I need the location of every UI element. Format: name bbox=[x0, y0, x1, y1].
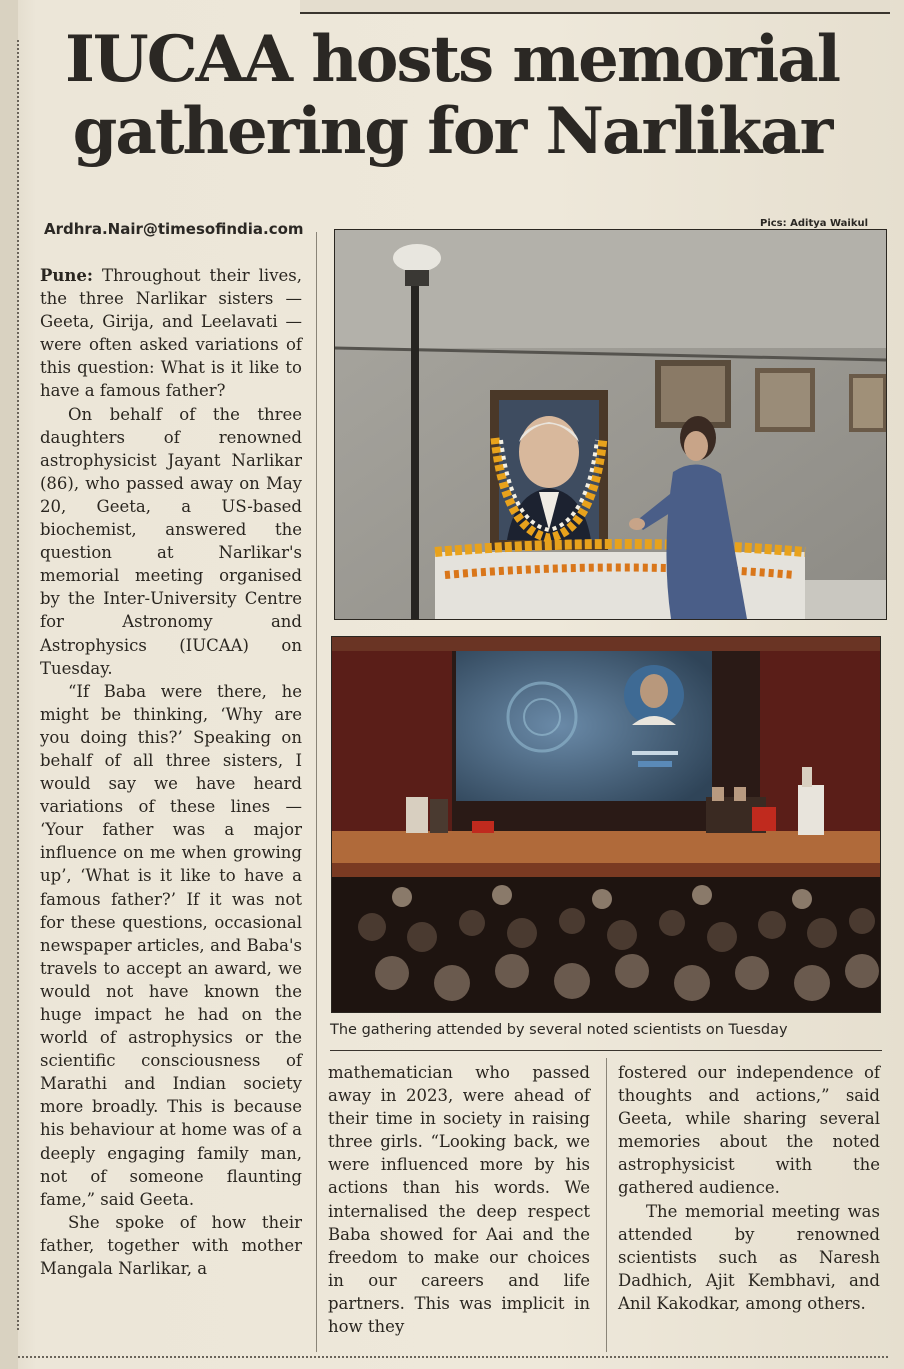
photo-credit: Pics: Aditya Waikul bbox=[760, 218, 869, 229]
photo-caption: The gathering attended by several noted scientists on Tuesday bbox=[330, 1022, 788, 1038]
tribute-scene bbox=[335, 230, 886, 619]
article-column-1 bbox=[40, 264, 302, 1344]
headline-line-1: IUCAA hosts memorial bbox=[64, 22, 840, 97]
article-paragraph-1: Pune: Throughout their lives, the three Narlikar sisters — Geeta, Girija, and Leelavati — were often asked variations of this question: What is it like to have a famous father? bbox=[40, 266, 302, 401]
article-column-3 bbox=[618, 1061, 880, 1351]
article-paragraph-3: “If Baba were there, he might be thinking, ‘Why are you doing this?’ Speaking on behalf of all three sisters, I would say we have heard variations of these lines — ‘Your father was a major influence on me when growing up’, ‘What is it like to have a famous father?’ If it was not for these questions, occasional newspaper articles, and Baba's travels to accept an award, we would not have known the huge impact he had on the world of astrophysics or the scientific consciousness of Marathi and Indian society more broadly. This is because his behaviour at home was of a deeply engaging family man, not of someone flaunting fame,” said Geeta. bbox=[40, 681, 302, 1209]
photo-auditorium bbox=[331, 636, 881, 1013]
column-rule bbox=[606, 1058, 607, 1352]
headline-line-2: gathering for Narlikar bbox=[72, 94, 832, 169]
column-rule bbox=[316, 232, 317, 1352]
cut-line-left bbox=[17, 40, 19, 1330]
photo-tribute bbox=[334, 229, 887, 620]
article-paragraph-4: She spoke of how their father, together with mother Mangala Narlikar, a bbox=[40, 1212, 302, 1279]
article-paragraph-2: On behalf of the three daughters of renowned astrophysicist Jayant Narlikar (86), who passed away on May 20, Geeta, a US-based biochemist, answered the question at Narlikar's memorial meeting organised by the Inter-University Centre for Astronomy and Astrophysics (IUCAA) on Tuesday. bbox=[40, 404, 302, 678]
caption-rule bbox=[330, 1050, 882, 1051]
article-paragraph-5: mathematician who passed away in 2023, were ahead of their time in society in raising three girls. “Looking back, we were influenced more by his actions than his words. We internalised the deep respect Baba showed for Aai and the freedom to make our choices in our careers and life partners. This was implicit in how they bbox=[328, 1063, 590, 1337]
dateline: Pune: bbox=[40, 266, 93, 285]
article-paragraph-6: fostered our independence of thoughts and actions,” said Geeta, while sharing several memories about the noted astrophysicist with the gathered audience. bbox=[618, 1063, 880, 1198]
cut-line-bottom bbox=[18, 1356, 888, 1358]
auditorium-scene bbox=[332, 637, 880, 1012]
byline[interactable]: Ardhra.Nair@timesofindia.com bbox=[44, 220, 304, 238]
top-adjacent-article-edge bbox=[300, 0, 890, 14]
article-column-2 bbox=[328, 1061, 590, 1351]
article-paragraph-7: The memorial meeting was attended by renowned scientists such as Naresh Dadhich, Ajit Kembhavi, and Anil Kakodkar, among others. bbox=[618, 1201, 880, 1313]
headline bbox=[20, 24, 884, 168]
adjacent-column-edge bbox=[0, 0, 18, 1369]
